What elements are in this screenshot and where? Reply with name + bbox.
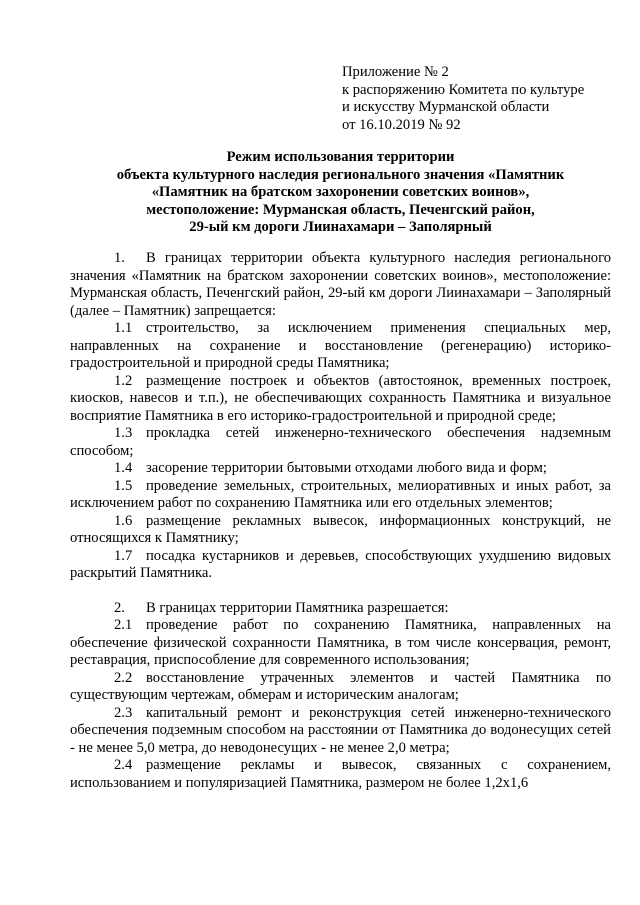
list-item (70, 320, 611, 373)
section-2-paragraph (70, 600, 611, 618)
list-item (70, 373, 611, 426)
item-text: размещение построек и объектов (автостоянок, временных построек, киосков, навесов и т.п.), не обеспечивающих сохранность Памятника и визуальное восприятие Памятника в его историко-градостроительной и природной среде; (70, 372, 611, 424)
item-text: засорение территории бытовыми отходами любого вида и форм; (146, 460, 547, 476)
section-number: 2. (114, 599, 125, 616)
title-line: 29-ый км дороги Лиинахамари – Заполярный (189, 219, 492, 235)
item-text: восстановление утраченных элементов и частей Памятника по существующим чертежам, обмерам и историческим аналогам; (70, 669, 611, 703)
section-number: 1. (114, 250, 125, 266)
title-line: местоположение: Мурманская область, Печенгский район, (146, 201, 535, 218)
list-item (70, 705, 611, 758)
list-item (70, 548, 611, 583)
list-item (70, 757, 611, 792)
title-line: Режим использования территории (226, 149, 455, 165)
item-number: 2.1 (114, 617, 133, 633)
item-text: прокладка сетей инженерно-технического обеспечения надземным способом; (70, 425, 611, 459)
item-number: 2.2 (114, 669, 133, 686)
section-text: В границах территории объекта культурного наследия регионального значения «Памятник на братском захоронении советских воинов», местоположение: Мурманская область, Печенгский район, 29-ый км дороги Лиинахамари – Заполярный (далее – Памятник) запрещается: (70, 250, 611, 319)
item-number: 2.3 (114, 704, 133, 721)
item-text: посадка кустарников и деревьев, способствующих ухудшению видовых раскрытий Памятника. (70, 547, 611, 581)
item-number: 2.4 (114, 757, 133, 773)
title-line: «Памятник на братском захоронении советских воинов», (151, 184, 530, 200)
item-text: проведение работ по сохранению Памятника, направленных на обеспечение физической сохранности Памятника, в том числе консервация, ремонт, реставрация, приспособление для современного использования; (70, 617, 611, 668)
section-text: В границах территории Памятника разрешается: (146, 599, 449, 616)
appendix-line: к распоряжению Комитета по культуре (342, 81, 585, 98)
item-number: 1.6 (114, 512, 133, 529)
item-number: 1.7 (114, 547, 133, 564)
item-number: 1.2 (114, 372, 133, 389)
item-text: размещение рекламных вывесок, информационных конструкций, не относящихся к Памятнику; (70, 512, 611, 546)
item-number: 1.5 (114, 477, 133, 494)
title-line: объекта культурного наследия регионального значения «Памятник (116, 166, 565, 183)
appendix-line: и искусству Мурманской области (342, 99, 550, 115)
list-item (70, 670, 611, 705)
appendix-line: Приложение № 2 (342, 64, 449, 80)
list-item (70, 513, 611, 548)
list-item (70, 425, 611, 460)
item-number: 1.4 (114, 460, 133, 476)
appendix-line: от 16.10.2019 № 92 (342, 116, 461, 133)
document-title (70, 149, 611, 237)
item-number: 1.1 (114, 320, 133, 336)
document-body (70, 250, 611, 792)
list-item (70, 478, 611, 513)
list-item (70, 617, 611, 670)
item-text: проведение земельных, строительных, мелиоративных и иных работ, за исключением работ по сохранению Памятника или его отдельных элементов; (70, 477, 611, 511)
item-text: размещение рекламы и вывесок, связанных с сохранением, использованием и популяризацией Памятника, размером не более 1,2х1,6 (70, 757, 611, 791)
section-1-paragraph (70, 250, 611, 320)
list-item (70, 460, 611, 478)
item-text: капитальный ремонт и реконструкция сетей инженерно-технического обеспечения подземным способом на расстоянии от Памятника до водонесущих сетей - не менее 5,0 метра, до неводонесущих - не менее 2,0 метра; (70, 704, 611, 756)
item-text: строительство, за исключением применения специальных мер, направленных на сохранение и восстановление (регенерацию) историко-градостроительной и природной среды Памятника; (70, 320, 611, 371)
appendix-block (342, 64, 622, 134)
item-number: 1.3 (114, 425, 133, 441)
